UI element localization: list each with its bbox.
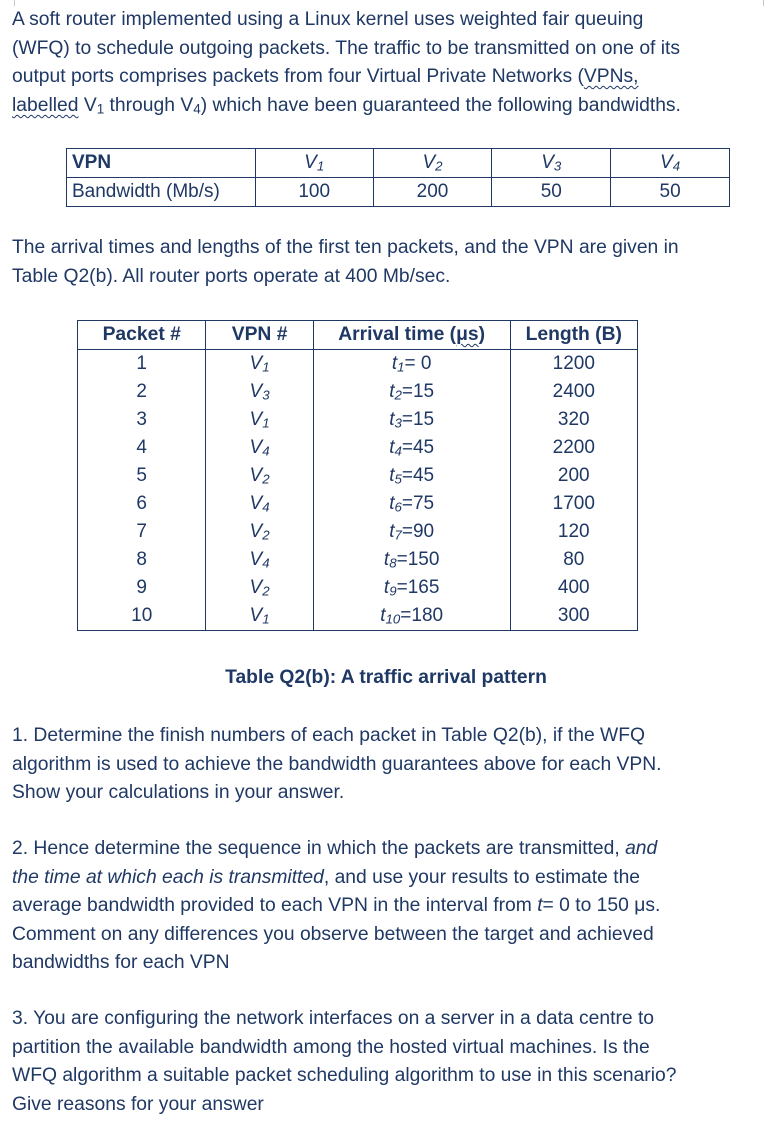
packet-number-cell: 6 (78, 490, 206, 518)
arrival-time-cell: $t_6=75$ (313, 490, 510, 518)
question-line: Comment on any differences you observe between the target and achieved (12, 923, 654, 945)
bandwidth-row-label: Bandwidth (Mb/s) (67, 178, 256, 207)
question-line: algorithm is used to achieve the bandwidth guarantees above for each VPN. (12, 753, 662, 775)
packet-table-header-row (78, 321, 638, 350)
vpn-cell: $V_4$ (206, 434, 313, 462)
packet-row (78, 350, 638, 379)
question-line: WFQ algorithm a suitable packet scheduling algorithm to use in this scenario? (12, 1065, 677, 1087)
arrival-time-cell: $t_2=15$ (313, 378, 510, 406)
bandwidth-table (66, 148, 730, 207)
page-corner-mark-right (763, 0, 772, 6)
vpn-number-header: VPN # (206, 321, 313, 350)
arrival-time-cell: $t_9=165$ (313, 574, 510, 602)
packet-row (78, 574, 638, 602)
question-line: = 0 to 150 μs. (542, 895, 661, 917)
arrival-line: Table Q2(b). All router ports operate at 400 Mb/sec. (12, 265, 451, 287)
packet-number-cell: 9 (78, 574, 206, 602)
packet-row (78, 406, 638, 434)
arrival-line: The arrival times and lengths of the first ten packets, and the VPN are given in (12, 237, 679, 258)
arrival-time-cell: $t_{10}=180$ (313, 602, 510, 631)
length-cell: 200 (510, 462, 637, 490)
question-line: 1. Determine the finish numbers of each packet in Table Q2(b), if the WFQ (12, 725, 646, 746)
bandwidth-header-label: VPN (67, 149, 256, 178)
bandwidth-value: 50 (492, 178, 611, 207)
packet-row (78, 462, 638, 490)
question-2 (12, 835, 764, 978)
bandwidth-header-vpn: $V_1$ (255, 149, 373, 178)
vpn-cell: $V_1$ (206, 406, 313, 434)
length-cell: 80 (510, 546, 637, 574)
bandwidth-value: 200 (373, 178, 492, 207)
arrival-paragraph (12, 234, 764, 291)
packet-table-body (78, 350, 638, 631)
arrival-time-cell: $t_5=45$ (313, 462, 510, 490)
question-3 (12, 1005, 764, 1119)
question-line: 2. Hence determine the sequence in which the packets are transmitted, (12, 838, 626, 859)
vpn-cell: $V_2$ (206, 518, 313, 546)
vpn-cell: $V_2$ (206, 462, 313, 490)
packet-number-cell: 5 (78, 462, 206, 490)
vpn-cell: $V_4$ (206, 490, 313, 518)
length-cell: 400 (510, 574, 637, 602)
intro-line: A soft router implemented using a Linux kernel uses weighted fair queuing (12, 9, 644, 30)
packet-number-cell: 4 (78, 434, 206, 462)
packet-row (78, 546, 638, 574)
vpn-cell: $V_3$ (206, 378, 313, 406)
table-caption: Table Q2(b): A traffic arrival pattern (225, 667, 547, 688)
intro-subscript: 1 (96, 101, 105, 117)
bandwidth-value: 50 (611, 178, 730, 207)
packet-number-header: Packet # (78, 321, 206, 350)
packet-row (78, 434, 638, 462)
packet-arrival-table (77, 320, 638, 631)
intro-spellcheck-word: labelled (12, 94, 79, 116)
packet-number-cell: 1 (78, 350, 206, 379)
length-cell: 120 (510, 518, 637, 546)
question-line: partition the available bandwidth among the hosted virtual machines. Is the (12, 1036, 650, 1058)
intro-subscript: 4 (193, 101, 201, 117)
length-cell: 1200 (510, 350, 637, 379)
packet-row (78, 602, 638, 631)
intro-line: (WFQ) to schedule outgoing packets. The traffic to be transmitted on one of its (12, 37, 681, 59)
question-line: , and use your results to estimate the (323, 866, 641, 888)
length-cell: 300 (510, 602, 637, 631)
question-line: Show your calculations in your answer. (12, 782, 345, 804)
arrival-time-cell: $t_7=90$ (313, 518, 510, 546)
length-cell: 1700 (510, 490, 637, 518)
bandwidth-header-vpn: $V_2$ (373, 149, 492, 178)
intro-text: V (180, 94, 194, 116)
arrival-time-cell: $t_1= 0$ (313, 350, 510, 379)
question-line: average bandwidth provided to each VPN in the interval from (12, 895, 538, 917)
vpn-cell: $V_4$ (206, 546, 313, 574)
vpn-cell: $V_2$ (206, 574, 313, 602)
packet-row (78, 490, 638, 518)
arrival-time-cell: $t_8=150$ (313, 546, 510, 574)
question-emphasis: the time at which each is transmitted (12, 866, 324, 888)
intro-text: ) which have been guaranteed the following bandwidths. (200, 94, 681, 116)
bandwidth-header-row (67, 149, 730, 178)
length-cell: 320 (510, 406, 637, 434)
bandwidth-value-row (67, 178, 730, 207)
length-cell: 2400 (510, 378, 637, 406)
question-line: 3. You are configuring the network interfaces on a server in a data centre to (12, 1008, 655, 1029)
packet-row (78, 378, 638, 406)
question-line: Give reasons for your answer (12, 1093, 264, 1115)
packet-number-cell: 7 (78, 518, 206, 546)
intro-text: through (104, 94, 181, 116)
length-header: Length (B) (510, 321, 637, 350)
bandwidth-value: 100 (255, 178, 373, 207)
packet-number-cell: 8 (78, 546, 206, 574)
vpn-cell: $V_1$ (206, 602, 313, 631)
length-cell: 2200 (510, 434, 637, 462)
intro-line: output ports comprises packets from four Virtual Private Networks ( (12, 66, 584, 88)
question-emphasis: and (625, 838, 658, 859)
intro-paragraph (12, 6, 764, 120)
packet-number-cell: 2 (78, 378, 206, 406)
intro-spellcheck-word: VPNs, (583, 66, 639, 88)
arrival-time-header: Arrival time (μs) (313, 321, 510, 350)
packet-number-cell: 3 (78, 406, 206, 434)
question-line: bandwidths for each VPN (12, 952, 230, 974)
question-emphasis: t (537, 895, 543, 917)
question-1 (12, 722, 764, 808)
bandwidth-header-vpn: $V_3$ (492, 149, 611, 178)
arrival-time-cell: $t_3=15$ (313, 406, 510, 434)
vpn-cell: $V_1$ (206, 350, 313, 379)
arrival-time-cell: $t_4=45$ (313, 434, 510, 462)
bandwidth-header-vpn: $V_4$ (611, 149, 730, 178)
packet-row (78, 518, 638, 546)
intro-text: V (78, 94, 97, 116)
packet-number-cell: 10 (78, 602, 206, 631)
